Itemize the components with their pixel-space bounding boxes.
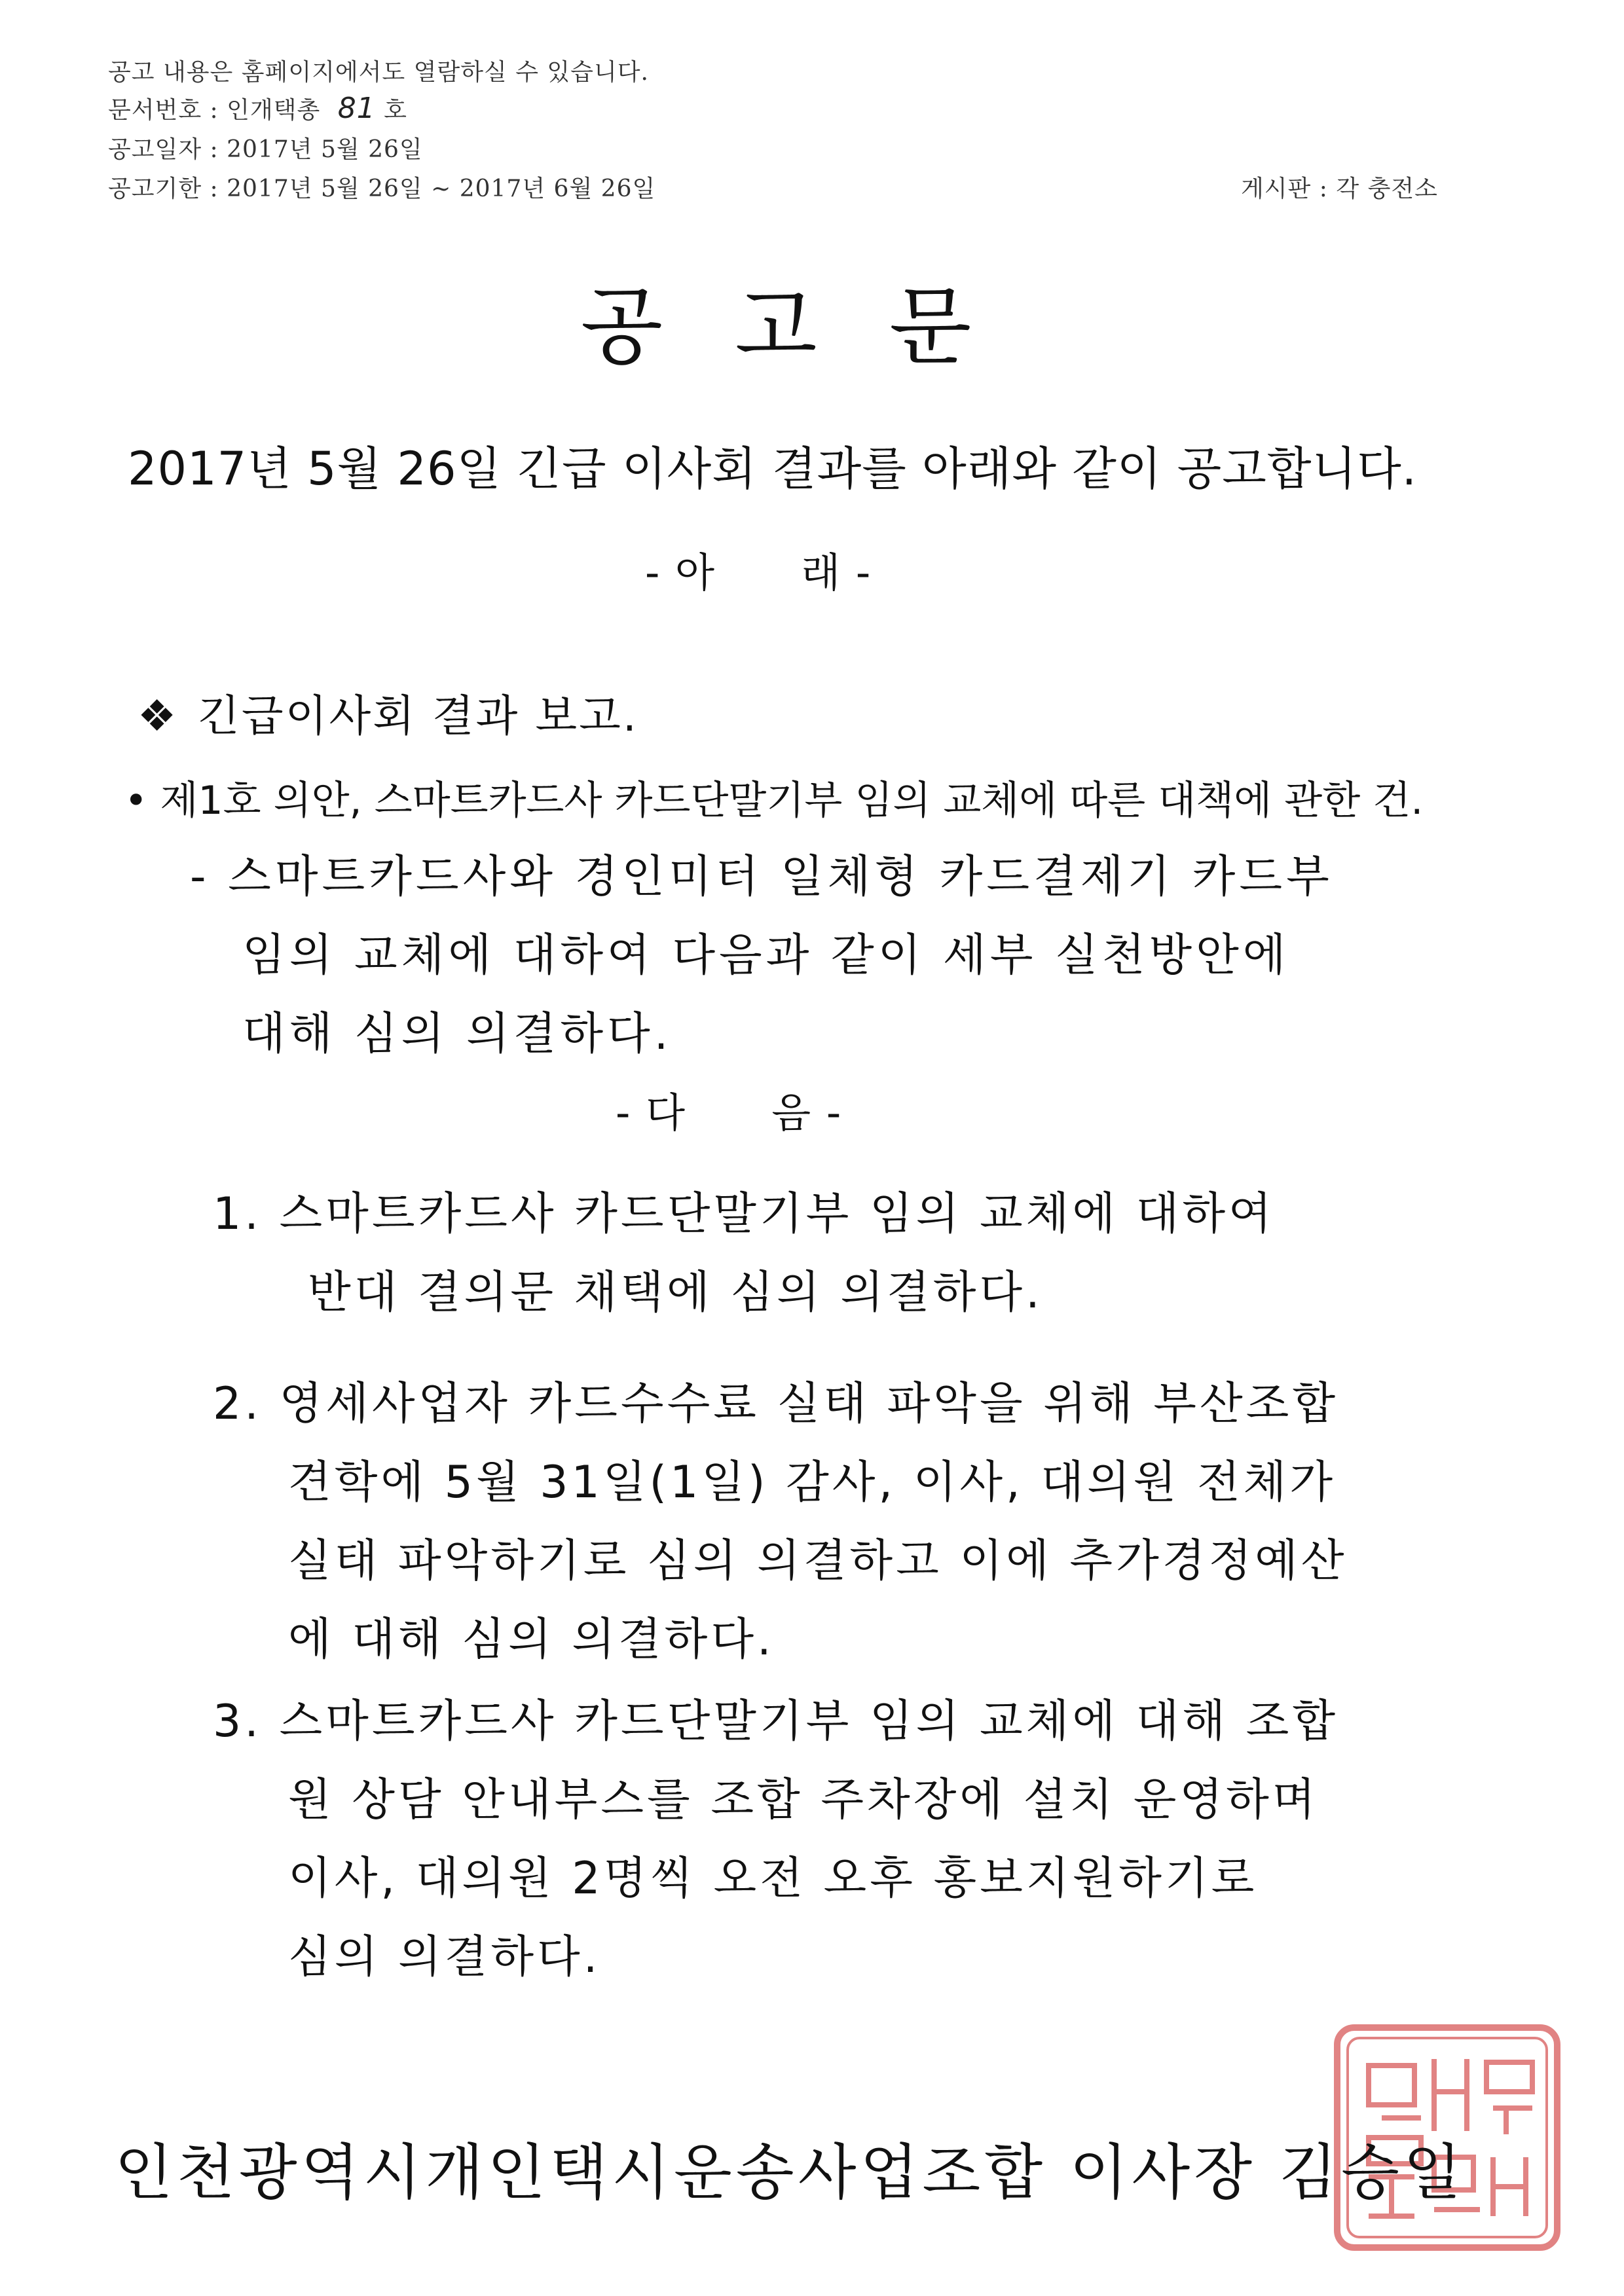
item-3-line-4: 심의 의결하다. bbox=[288, 1931, 601, 1983]
notice-date: 공고일자 : 2017년 5월 26일 bbox=[108, 136, 423, 163]
document-number bbox=[108, 92, 407, 125]
item-2-line-1: 2. 영세사업자 카드수수료 실태 파악을 위해 부산조합 bbox=[213, 1378, 1339, 1430]
section-title bbox=[138, 681, 638, 743]
doc-number-label: 문서번호 : 인개택총 bbox=[108, 97, 321, 124]
item-2-line-4: 에 대해 심의 의결하다. bbox=[288, 1614, 775, 1666]
below-heading: - 아 래 - bbox=[645, 549, 872, 596]
signature-line: 인천광역시개인택시운송사업조합 이사장 김승일 bbox=[115, 2138, 1466, 2208]
page-title: 공고문 bbox=[580, 277, 1044, 376]
detail-line-1: - 스마트카드사와 경인미터 일체형 카드결제기 카드부 bbox=[190, 851, 1333, 903]
doc-number-suffix: 호 bbox=[384, 97, 407, 124]
item-3-line-3: 이사, 대의원 2명씩 오전 오후 홍보지원하기로 bbox=[288, 1853, 1258, 1904]
intro-statement: 2017년 5월 26일 긴급 이사회 결과를 아래와 같이 공고합니다. bbox=[128, 442, 1418, 496]
diamond-bullet-icon: ❖ bbox=[138, 691, 179, 741]
section-title-text: 긴급이사회 결과 보고. bbox=[198, 691, 638, 741]
item-1-line-2: 반대 결의문 채택에 심의 의결하다. bbox=[308, 1267, 1043, 1319]
follow-heading: - 다 음 - bbox=[616, 1089, 843, 1137]
agenda-item: • 제1호 의안, 스마트카드사 카드단말기부 임의 교체에 따른 대책에 관한 건. bbox=[124, 778, 1424, 824]
item-2-line-3: 실태 파악하기로 심의 의결하고 이에 추가경정예산 bbox=[288, 1535, 1348, 1587]
notice-period: 공고기한 : 2017년 5월 26일 ~ 2017년 6월 26일 bbox=[108, 175, 656, 202]
detail-line-3: 대해 심의 의결하다. bbox=[242, 1008, 673, 1060]
homepage-notice: 공고 내용은 홈페이지에서도 열람하실 수 있습니다. bbox=[108, 59, 649, 86]
item-3-line-2: 원 상담 안내부스를 조합 주차장에 설치 운영하며 bbox=[288, 1774, 1319, 1826]
item-1-line-1: 1. 스마트카드사 카드단말기부 임의 교체에 대하여 bbox=[213, 1188, 1275, 1240]
detail-line-2: 임의 교체에 대하여 다음과 같이 세부 실천방안에 bbox=[242, 930, 1290, 981]
bulletin-board: 게시판 : 각 충전소 bbox=[1241, 175, 1438, 202]
doc-number-handwritten: 81 bbox=[337, 92, 376, 125]
item-3-line-1: 3. 스마트카드사 카드단말기부 임의 교체에 대해 조합 bbox=[213, 1696, 1339, 1747]
item-2-line-2: 견학에 5월 31일(1일) 감사, 이사, 대의원 전체가 bbox=[288, 1457, 1337, 1508]
